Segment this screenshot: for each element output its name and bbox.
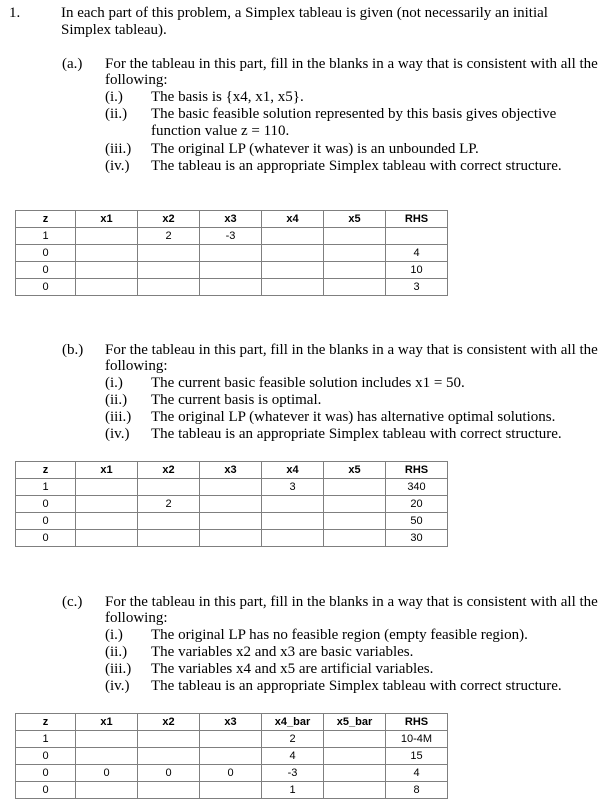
cell[interactable]: 10-4M bbox=[386, 731, 448, 748]
cell[interactable] bbox=[324, 765, 386, 782]
table-row bbox=[16, 262, 448, 279]
cell[interactable] bbox=[262, 496, 324, 513]
tableau-c bbox=[15, 713, 448, 799]
cell[interactable]: 2 bbox=[138, 228, 200, 245]
part-c-cond-4-text: The tableau is an appropriate Simplex tableau with correct structure. bbox=[151, 678, 562, 694]
header-x5: x5 bbox=[324, 211, 386, 228]
part-a-cond-2-text-cont: function value z = 110. bbox=[151, 123, 290, 139]
cell[interactable] bbox=[324, 748, 386, 765]
table-row bbox=[16, 765, 448, 782]
cell[interactable]: 1 bbox=[16, 731, 76, 748]
cell[interactable] bbox=[138, 513, 200, 530]
part-a-cond-4-num: (iv.) bbox=[105, 158, 130, 174]
part-b-cond-4-num: (iv.) bbox=[105, 426, 130, 442]
header-z: z bbox=[16, 462, 76, 479]
cell[interactable]: 1 bbox=[16, 479, 76, 496]
cell[interactable] bbox=[138, 748, 200, 765]
cell[interactable]: 2 bbox=[138, 496, 200, 513]
cell[interactable]: 10 bbox=[386, 262, 448, 279]
part-b-cond-2-num: (ii.) bbox=[105, 392, 128, 408]
cell[interactable] bbox=[76, 496, 138, 513]
header-x2: x2 bbox=[138, 211, 200, 228]
problem-number: 1. bbox=[9, 5, 21, 21]
cell[interactable] bbox=[200, 748, 262, 765]
header-x1: x1 bbox=[76, 462, 138, 479]
cell[interactable] bbox=[138, 479, 200, 496]
cell[interactable] bbox=[386, 228, 448, 245]
cell[interactable]: -3 bbox=[262, 765, 324, 782]
cell[interactable] bbox=[76, 228, 138, 245]
cell[interactable] bbox=[76, 748, 138, 765]
part-c-cond-1-text: The original LP has no feasible region (empty feasible region). bbox=[151, 627, 528, 643]
table-row bbox=[16, 782, 448, 799]
cell[interactable]: 4 bbox=[386, 765, 448, 782]
cell[interactable] bbox=[200, 279, 262, 296]
cell[interactable]: 4 bbox=[262, 748, 324, 765]
header-x5-bar: x5_bar bbox=[324, 714, 386, 731]
cell[interactable]: 50 bbox=[386, 513, 448, 530]
cell[interactable]: 0 bbox=[16, 279, 76, 296]
table-row bbox=[16, 228, 448, 245]
cell[interactable] bbox=[262, 279, 324, 296]
header-x3: x3 bbox=[200, 211, 262, 228]
table-row bbox=[16, 479, 448, 496]
cell[interactable] bbox=[324, 530, 386, 547]
cell[interactable]: 4 bbox=[386, 245, 448, 262]
tableau-a-header-row bbox=[16, 211, 448, 228]
cell[interactable]: 0 bbox=[16, 530, 76, 547]
cell[interactable] bbox=[262, 262, 324, 279]
cell[interactable] bbox=[76, 479, 138, 496]
part-c-label: (c.) bbox=[62, 594, 83, 610]
header-x4: x4 bbox=[262, 211, 324, 228]
cell[interactable] bbox=[76, 245, 138, 262]
cell[interactable] bbox=[262, 245, 324, 262]
cell[interactable] bbox=[200, 731, 262, 748]
cell[interactable]: 1 bbox=[16, 228, 76, 245]
header-x2: x2 bbox=[138, 462, 200, 479]
header-x4-bar: x4_bar bbox=[262, 714, 324, 731]
header-x1: x1 bbox=[76, 211, 138, 228]
part-b-text-2: following: bbox=[105, 358, 168, 374]
cell[interactable] bbox=[324, 262, 386, 279]
cell[interactable] bbox=[138, 530, 200, 547]
cell[interactable]: 2 bbox=[262, 731, 324, 748]
table-row bbox=[16, 245, 448, 262]
header-rhs: RHS bbox=[386, 211, 448, 228]
cell[interactable] bbox=[262, 228, 324, 245]
cell[interactable]: 340 bbox=[386, 479, 448, 496]
cell[interactable] bbox=[324, 245, 386, 262]
cell[interactable] bbox=[76, 262, 138, 279]
cell[interactable] bbox=[200, 530, 262, 547]
cell[interactable] bbox=[324, 496, 386, 513]
cell[interactable] bbox=[324, 782, 386, 799]
header-x5: x5 bbox=[324, 462, 386, 479]
cell[interactable]: 0 bbox=[16, 513, 76, 530]
intro-line-1: In each part of this problem, a Simplex tableau is given (not necessarily an initial bbox=[61, 5, 548, 21]
part-c-cond-2-text: The variables x2 and x3 are basic variables. bbox=[151, 644, 414, 660]
part-c-cond-1-num: (i.) bbox=[105, 627, 123, 643]
cell[interactable]: 30 bbox=[386, 530, 448, 547]
part-a-label: (a.) bbox=[62, 56, 83, 72]
cell[interactable] bbox=[324, 513, 386, 530]
cell[interactable] bbox=[262, 513, 324, 530]
cell[interactable]: 20 bbox=[386, 496, 448, 513]
cell[interactable] bbox=[138, 262, 200, 279]
tableau-a bbox=[15, 210, 448, 296]
cell[interactable]: 0 bbox=[16, 496, 76, 513]
table-row bbox=[16, 513, 448, 530]
header-rhs: RHS bbox=[386, 462, 448, 479]
table-row bbox=[16, 496, 448, 513]
cell[interactable]: 0 bbox=[16, 748, 76, 765]
cell[interactable]: 0 bbox=[76, 765, 138, 782]
part-c-text-2: following: bbox=[105, 610, 168, 626]
part-b-cond-3-text: The original LP (whatever it was) has alternative optimal solutions. bbox=[151, 409, 556, 425]
cell[interactable]: 0 bbox=[16, 765, 76, 782]
part-a-cond-3-text: The original LP (whatever it was) is an unbounded LP. bbox=[151, 141, 479, 157]
cell[interactable] bbox=[76, 530, 138, 547]
cell[interactable] bbox=[324, 731, 386, 748]
header-x1: x1 bbox=[76, 714, 138, 731]
part-a-cond-3-num: (iii.) bbox=[105, 141, 132, 157]
cell[interactable]: 0 bbox=[200, 765, 262, 782]
table-row bbox=[16, 530, 448, 547]
header-rhs: RHS bbox=[386, 714, 448, 731]
cell[interactable] bbox=[76, 279, 138, 296]
cell[interactable] bbox=[200, 782, 262, 799]
cell[interactable] bbox=[200, 245, 262, 262]
tableau-b-header-row bbox=[16, 462, 448, 479]
cell[interactable] bbox=[138, 279, 200, 296]
cell[interactable]: 3 bbox=[262, 479, 324, 496]
part-b-cond-3-num: (iii.) bbox=[105, 409, 132, 425]
cell[interactable]: 0 bbox=[16, 782, 76, 799]
cell[interactable] bbox=[200, 513, 262, 530]
intro-line-2: Simplex tableau). bbox=[61, 22, 167, 38]
cell[interactable] bbox=[76, 513, 138, 530]
cell[interactable] bbox=[200, 479, 262, 496]
part-b-cond-4-text: The tableau is an appropriate Simplex tableau with correct structure. bbox=[151, 426, 562, 442]
cell[interactable] bbox=[262, 530, 324, 547]
cell[interactable] bbox=[76, 731, 138, 748]
table-row bbox=[16, 731, 448, 748]
cell[interactable]: 0 bbox=[138, 765, 200, 782]
part-b-label: (b.) bbox=[62, 342, 84, 358]
part-c-text-1: For the tableau in this part, fill in the blanks in a way that is consistent with all the bbox=[105, 594, 598, 610]
header-z: z bbox=[16, 211, 76, 228]
part-a-cond-2-text: The basic feasible solution represented by this basis gives objective bbox=[151, 106, 557, 122]
part-c-cond-2-num: (ii.) bbox=[105, 644, 128, 660]
cell[interactable]: -3 bbox=[200, 228, 262, 245]
cell[interactable]: 15 bbox=[386, 748, 448, 765]
part-b-cond-1-num: (i.) bbox=[105, 375, 123, 391]
cell[interactable]: 8 bbox=[386, 782, 448, 799]
part-a-cond-4-text: The tableau is an appropriate Simplex tableau with correct structure. bbox=[151, 158, 562, 174]
cell[interactable] bbox=[138, 731, 200, 748]
part-c-cond-3-text: The variables x4 and x5 are artificial variables. bbox=[151, 661, 434, 677]
table-row bbox=[16, 748, 448, 765]
part-b-cond-1-text: The current basic feasible solution includes x1 = 50. bbox=[151, 375, 465, 391]
cell[interactable] bbox=[138, 245, 200, 262]
part-a-cond-1-num: (i.) bbox=[105, 89, 123, 105]
tableau-c-header-row bbox=[16, 714, 448, 731]
table-row bbox=[16, 279, 448, 296]
cell[interactable] bbox=[138, 782, 200, 799]
cell[interactable]: 0 bbox=[16, 245, 76, 262]
part-a-cond-2-num: (ii.) bbox=[105, 106, 128, 122]
cell[interactable] bbox=[324, 228, 386, 245]
cell[interactable] bbox=[200, 262, 262, 279]
cell[interactable]: 1 bbox=[262, 782, 324, 799]
part-c-cond-4-num: (iv.) bbox=[105, 678, 130, 694]
part-a-cond-1-text: The basis is {x4, x1, x5}. bbox=[151, 89, 304, 105]
part-c-cond-3-num: (iii.) bbox=[105, 661, 132, 677]
tableau-b bbox=[15, 461, 448, 547]
header-x4: x4 bbox=[262, 462, 324, 479]
part-b-cond-2-text: The current basis is optimal. bbox=[151, 392, 322, 408]
header-z: z bbox=[16, 714, 76, 731]
header-x3: x3 bbox=[200, 462, 262, 479]
header-x3: x3 bbox=[200, 714, 262, 731]
part-a-text-2: following: bbox=[105, 72, 168, 88]
part-a-text-1: For the tableau in this part, fill in the blanks in a way that is consistent with all the bbox=[105, 56, 598, 72]
part-b-text-1: For the tableau in this part, fill in the blanks in a way that is consistent with all the bbox=[105, 342, 598, 358]
cell[interactable] bbox=[324, 479, 386, 496]
cell[interactable]: 3 bbox=[386, 279, 448, 296]
cell[interactable] bbox=[324, 279, 386, 296]
header-x2: x2 bbox=[138, 714, 200, 731]
cell[interactable] bbox=[76, 782, 138, 799]
cell[interactable]: 0 bbox=[16, 262, 76, 279]
cell[interactable] bbox=[200, 496, 262, 513]
